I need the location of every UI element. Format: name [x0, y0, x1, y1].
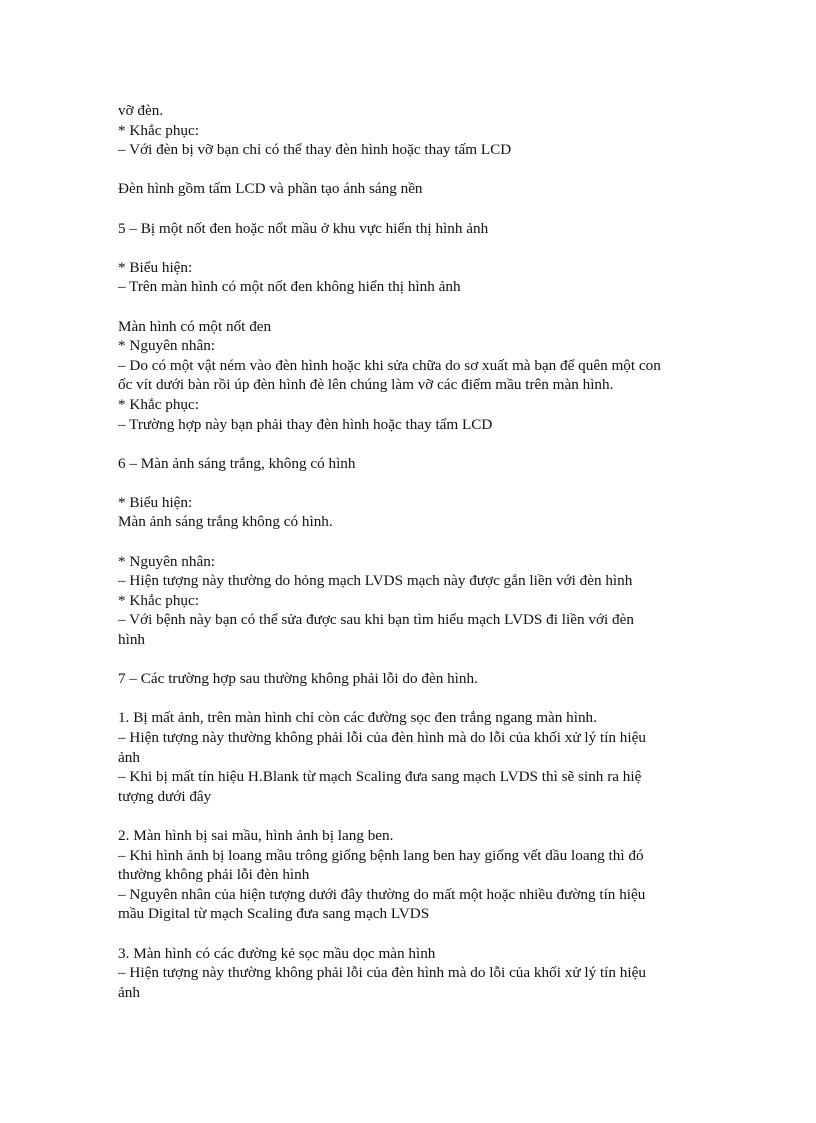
text-line: tượng dưới đây	[118, 787, 212, 805]
text-line: vỡ đèn.	[118, 102, 164, 119]
document-body	[118, 101, 698, 1002]
text-line: ốc vít dưới bàn rồi úp đèn hình đè lên chúng làm vỡ các điểm mầu trên màn hình.	[118, 376, 614, 394]
text-line: 1. Bị mất ảnh, trên màn hình chỉ còn các đường sọc đen trắng ngang màn hình.	[118, 709, 597, 727]
paragraph-gap	[118, 532, 698, 552]
paragraph-gap	[118, 434, 698, 454]
text-line: hình	[118, 631, 146, 649]
text-line: Đèn hình gồm tấm LCD và phần tạo ánh sáng nền	[118, 180, 423, 198]
text-line: – Hiện tượng này thường không phải lỗi của đèn hình mà do lỗi của khối xử lý tín hiệu	[118, 729, 646, 746]
text-line: – Nguyên nhân của hiện tượng dưới đây thường do mất một hoặc nhiều đường tín hiệu	[118, 885, 646, 903]
text-line: ảnh	[118, 983, 140, 1001]
text-line: 6 – Màn ảnh sáng trắng, không có hình	[118, 454, 356, 472]
paragraph-gap	[118, 297, 698, 317]
paragraph-gap	[118, 924, 698, 944]
text-line: – Khi bị mất tín hiệu H.Blank từ mạch Scaling đưa sang mạch LVDS thì sẽ sinh ra hiệ	[118, 768, 642, 786]
text-line: – Trên màn hình có một nốt đen không hiển thị hình ảnh	[118, 278, 461, 296]
text-line: * Khắc phục:	[118, 395, 199, 413]
text-line: Màn hình có một nốt đen	[118, 317, 272, 335]
text-line: – Do có một vật ném vào đèn hình hoặc khi sửa chữa do sơ xuất mà bạn để quên một con	[118, 356, 661, 374]
text-line: 5 – Bị một nốt đen hoặc nốt mầu ở khu vực hiển thị hình ảnh	[118, 219, 489, 237]
paragraph-gap	[118, 160, 698, 180]
text-line: 2. Màn hình bị sai mầu, hình ảnh bị lang ben.	[118, 826, 394, 844]
text-line: ảnh	[118, 748, 140, 766]
text-line: thường không phải lỗi đèn hình	[118, 866, 310, 884]
text-line: – Trường hợp này bạn phải thay đèn hình hoặc thay tấm LCD	[118, 415, 493, 433]
paragraph-gap	[118, 238, 698, 258]
text-line: – Khi hình ảnh bị loang mầu trông giống bệnh lang ben hay giống vết dầu loang thì đó	[118, 846, 644, 864]
text-line: * Khắc phục:	[118, 591, 199, 609]
paragraph-gap	[118, 199, 698, 219]
paragraph-gap	[118, 473, 698, 493]
paragraph-gap	[118, 689, 698, 709]
text-line: – Hiện tượng này thường không phải lỗi của đèn hình mà do lỗi của khối xử lý tín hiệu	[118, 964, 646, 982]
text-line: * Biểu hiện:	[118, 493, 193, 511]
text-line: – Với bệnh này bạn có thể sửa được sau khi bạn tìm hiểu mạch LVDS đi liền với đèn	[118, 611, 634, 629]
text-line: * Khắc phục:	[118, 121, 199, 139]
text-line: – Với đèn bị vỡ bạn chỉ có thể thay đèn hình hoặc thay tấm LCD	[118, 141, 512, 159]
text-line: * Nguyên nhân:	[118, 552, 216, 570]
paragraph-gap	[118, 650, 698, 670]
text-line: 7 – Các trường hợp sau thường không phải lỗi do đèn hình.	[118, 670, 478, 688]
text-line: * Biểu hiện:	[118, 258, 193, 276]
text-line: 3. Màn hình có các đường kẻ sọc mầu dọc màn hình	[118, 944, 436, 962]
text-line: Màn ảnh sáng trắng không có hình.	[118, 513, 333, 531]
text-line: – Hiện tượng này thường do hỏng mạch LVDS mạch này được gắn liền với đèn hình	[118, 572, 633, 590]
text-line: mầu Digital từ mạch Scaling đưa sang mạch LVDS	[118, 905, 430, 923]
text-line: * Nguyên nhân:	[118, 337, 216, 355]
paragraph-gap	[118, 806, 698, 826]
